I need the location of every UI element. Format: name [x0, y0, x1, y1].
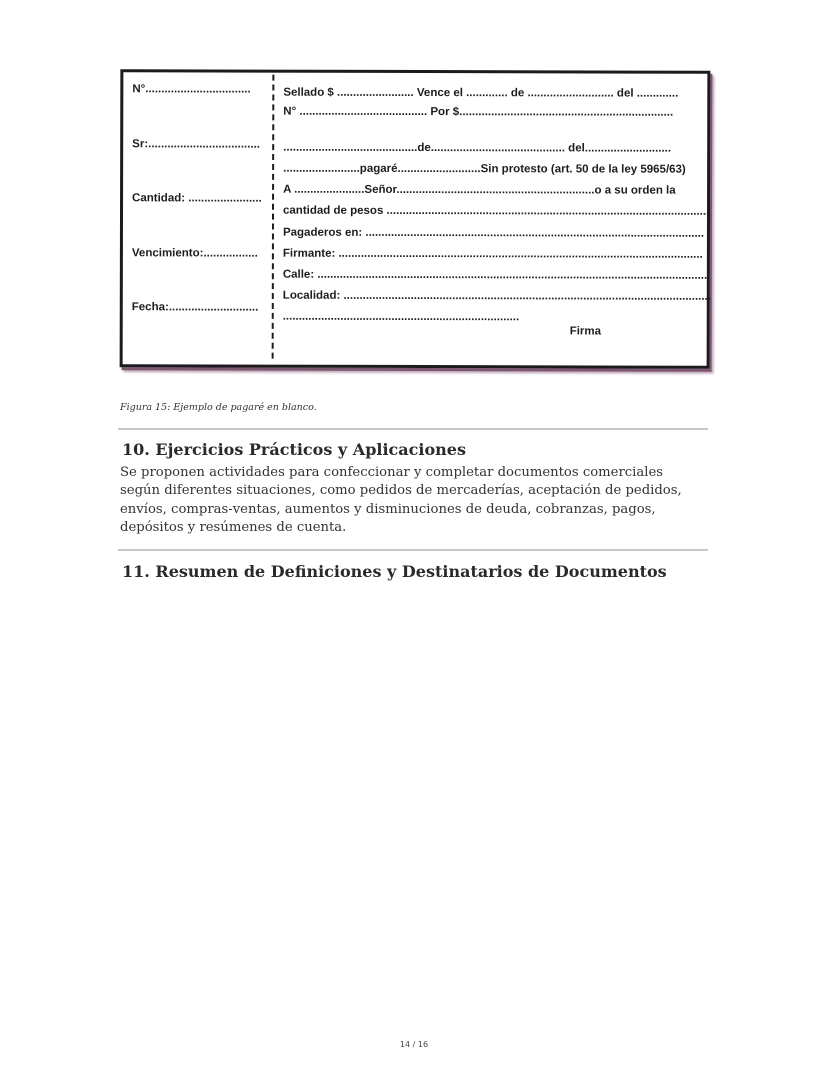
pagare-figure: [120, 70, 711, 370]
pagare-line-lugar-fecha: ..........................................de.......................................... del...........................: [283, 141, 672, 155]
page-number: 14 / 16: [399, 1040, 429, 1049]
section-divider: [118, 428, 708, 430]
pagare-line-senor: A ......................Señor..............................................................o a su orden la: [283, 183, 676, 197]
section-10-body: Se proponen actividades para confeccionar y completar documentos comerciales según diferentes situaciones, como pedidos de mercaderías, aceptación de pedidos, envíos, compras-ventas, aumentos y disminuciones de deuda, cobranzas, pagos, depósitos y resúmenes de cuenta.: [120, 465, 682, 535]
pagare-line-numero: N° ........................................ Por $...................................................................: [283, 105, 674, 119]
section-10-heading: 10. Ejercicios Prácticos y Aplicaciones: [122, 440, 466, 459]
stub-senor: Sr:...................................: [132, 138, 261, 151]
stub-cantidad: Cantidad: .......................: [132, 192, 262, 205]
pagare-form: [120, 69, 711, 369]
pagare-line-firmante: Firmante: ..................................................................................................................: [282, 247, 703, 261]
firma-label: Firma: [569, 325, 602, 338]
pagare-line-calle: Calle: ..........................................................................................................................: [282, 268, 708, 282]
stub-fecha: Fecha:............................: [131, 301, 259, 314]
section-11-heading: 11. Resumen de Definiciones y Destinatarios de Documentos: [122, 562, 667, 581]
pagare-line-pagaderos: Pagaderos en: ..........................................................................................................: [282, 226, 705, 240]
pagare-line-localidad: Localidad: ...................................................................................................................: [282, 289, 711, 303]
stub-vencimiento: Vencimiento:.................: [131, 247, 258, 260]
pagare-line-cantidad: cantidad de pesos .....................................................................................................: [283, 204, 710, 218]
pagare-line-sellado: Sellado $ ........................ Vence el ............. de ........................... del .............: [283, 86, 679, 100]
perforation-line: [272, 75, 275, 359]
section-divider: [118, 549, 708, 551]
pagare-line-pagare: ........................pagaré..........................Sin protesto (art. 50 de la ley 5965/63): [283, 162, 686, 176]
pagare-line-firma-space: ..........................................................................: [282, 310, 520, 324]
stub-numero: N°.................................: [132, 83, 251, 96]
figure-caption: Figura 15: Ejemplo de pagaré en blanco.: [120, 402, 317, 413]
